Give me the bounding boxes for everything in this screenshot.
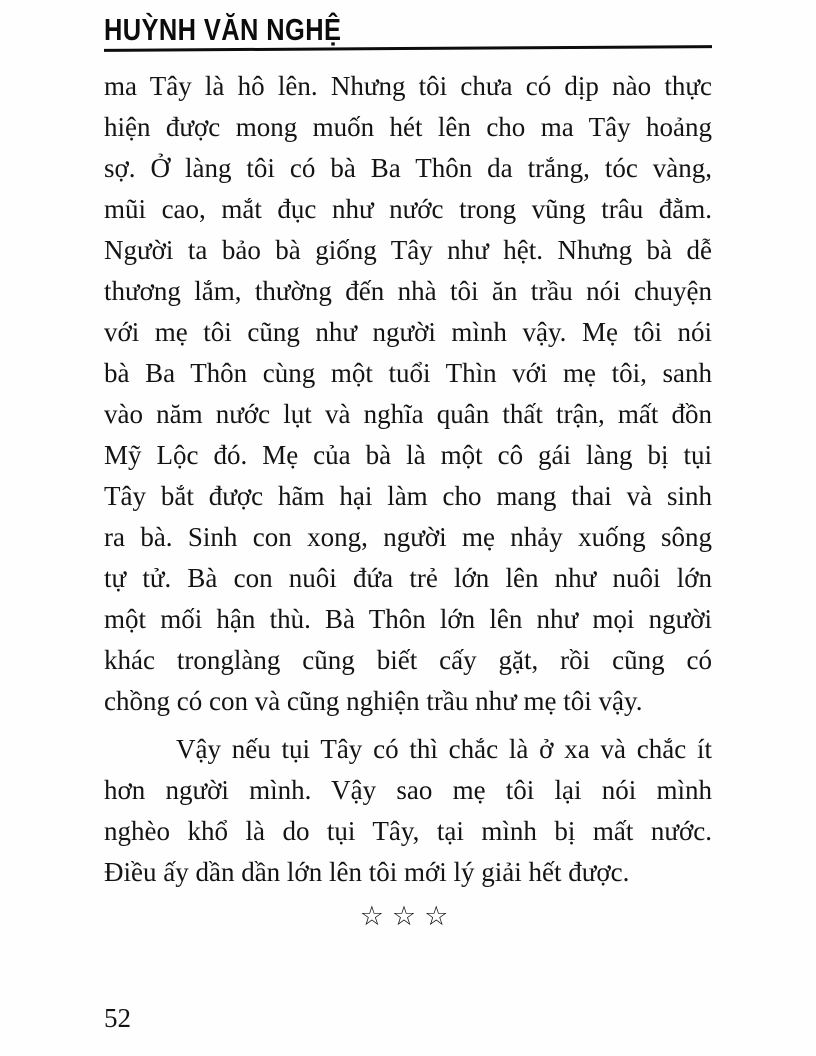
text-line: Tây bắt được hãm hại làm cho mang thai và sinh xyxy=(104,481,712,511)
text-line: vào năm nước lụt và nghĩa quân thất trận, mất đồn xyxy=(104,399,712,429)
text-line: ma Tây là hô lên. Nhưng tôi chưa có dịp nào thực xyxy=(104,71,712,101)
paragraph xyxy=(104,66,712,722)
paragraph xyxy=(104,729,712,893)
text-line: Vậy nếu tụi Tây có thì chắc là ở xa và chắc ít xyxy=(176,734,712,764)
section-separator-stars: ☆☆☆ xyxy=(359,901,457,932)
text-line: Mỹ Lộc đó. Mẹ của bà là một cô gái làng bị tụi xyxy=(104,440,712,470)
text-line: tự tử. Bà con nuôi đứa trẻ lớn lên như nuôi lớn xyxy=(104,563,712,593)
text-line: khác tronglàng cũng biết cấy gặt, rồi cũng có xyxy=(104,645,712,675)
text-line: nghèo khổ là do tụi Tây, tại mình bị mất nước. xyxy=(104,816,712,846)
body-text xyxy=(104,66,712,893)
text-line: với mẹ tôi cũng như người mình vậy. Mẹ tôi nói xyxy=(104,317,712,347)
text-line: sợ. Ở làng tôi có bà Ba Thôn da trắng, tóc vàng, xyxy=(104,153,712,183)
text-line: hơn người mình. Vậy sao mẹ tôi lại nói mình xyxy=(104,775,712,805)
text-line: Điều ấy dần dần lớn lên tôi mới lý giải hết được. xyxy=(104,857,630,887)
text-line: bà Ba Thôn cùng một tuổi Thìn với mẹ tôi, sanh xyxy=(104,358,712,388)
text-line: Người ta bảo bà giống Tây như hệt. Nhưng bà dễ xyxy=(104,235,712,265)
text-line: một mối hận thù. Bà Thôn lớn lên như mọi người xyxy=(104,604,712,634)
page-number: 52 xyxy=(104,1003,131,1033)
text-line: ra bà. Sinh con xong, người mẹ nhảy xuống sông xyxy=(104,522,712,552)
text-line: hiện được mong muốn hét lên cho ma Tây hoảng xyxy=(104,112,712,142)
text-line: thương lắm, thường đến nhà tôi ăn trầu nói chuyện xyxy=(104,276,712,306)
text-line: chồng có con và cũng nghiện trầu như mẹ tôi vậy. xyxy=(104,686,643,716)
page-header-title: HUỲNH VĂN NGHỆ xyxy=(104,12,342,47)
text-line: mũi cao, mắt đục như nước trong vũng trâu đằm. xyxy=(104,194,712,224)
